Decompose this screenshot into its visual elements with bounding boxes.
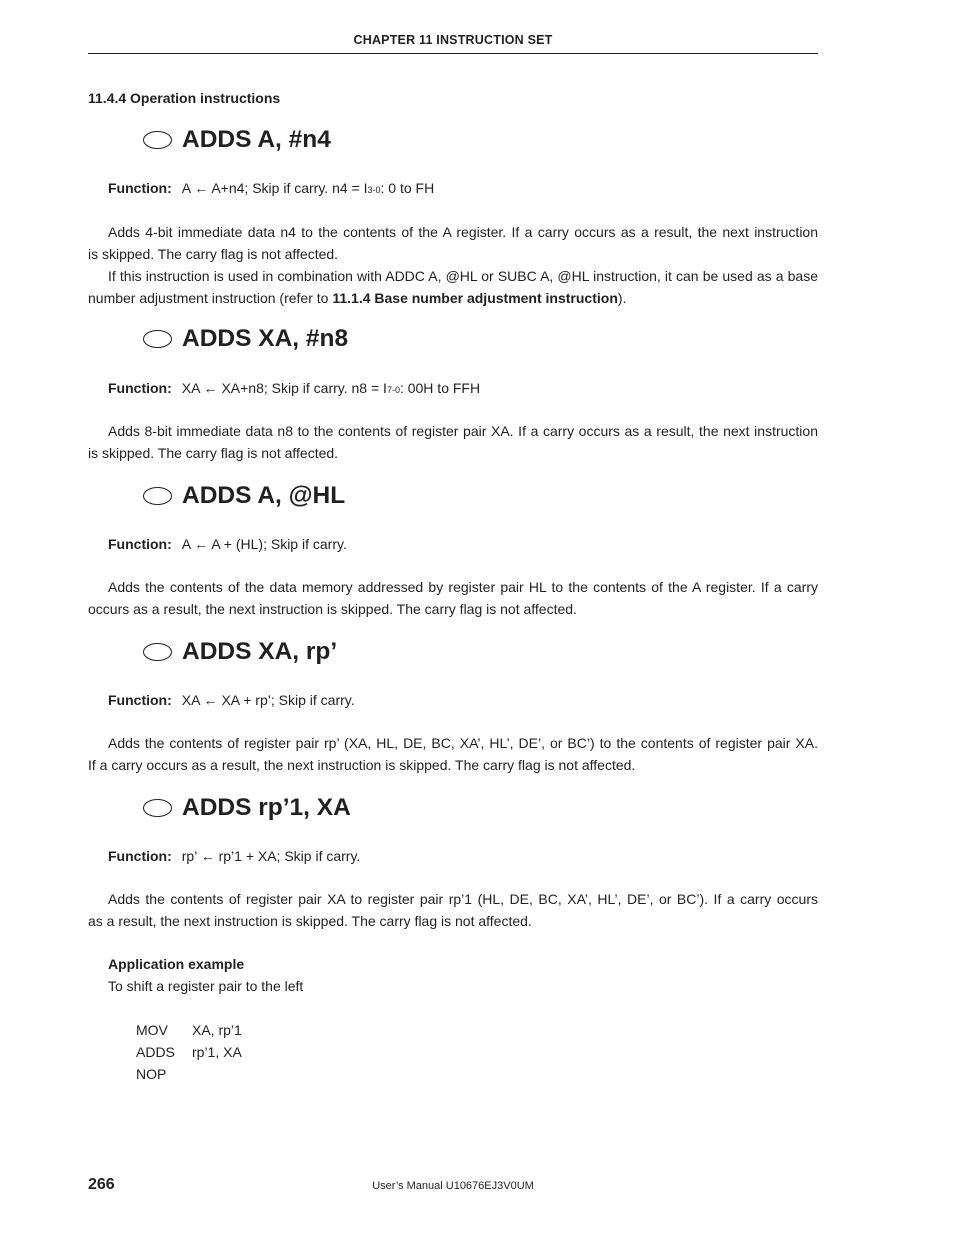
- text-line: as a result, the next instruction is skipped. The carry flag is not affected.: [88, 913, 532, 929]
- code-line: [136, 1066, 192, 1082]
- text-line: [88, 287, 818, 309]
- function-text: A ← A + (HL); Skip if carry.: [181, 536, 347, 552]
- code-mnemonic: MOV: [136, 1022, 168, 1038]
- code-operands: XA, rp’1: [192, 1022, 242, 1038]
- code-mnemonic: NOP: [136, 1066, 167, 1082]
- function-label: Function:: [108, 536, 172, 552]
- instruction-heading-adds-xa-rp: [143, 636, 337, 668]
- function-label: Function:: [108, 848, 172, 864]
- text-line: Adds the contents of register pair rp’ (XA, HL, DE, BC, XA’, HL’, DE’, or BC’) to the contents of register pair XA.: [108, 735, 818, 751]
- oval-bullet-icon: [143, 131, 172, 149]
- code-line: [136, 1044, 242, 1060]
- function-range: : 00H to FFH: [399, 380, 481, 396]
- function-line: [108, 692, 355, 708]
- instruction-heading-adds-a-hl: [143, 480, 345, 512]
- text-line: If a carry occurs as a result, the next instruction is skipped. The carry flag is not affected.: [88, 757, 636, 773]
- instruction-title: ADDS XA, #n8: [182, 325, 349, 352]
- text-line: Adds the contents of the data memory addressed by register pair HL to the contents of the A register. If a carry: [108, 579, 818, 595]
- text-line: occurs as a result, the next instruction is skipped. The carry flag is not affected.: [88, 601, 577, 617]
- instruction-title: ADDS A, #n4: [182, 126, 331, 153]
- description-paragraph: [88, 420, 818, 464]
- description-paragraph: [88, 732, 818, 776]
- function-label: Function:: [108, 380, 172, 396]
- function-subscript: 7-0: [386, 385, 400, 395]
- oval-bullet-icon: [143, 643, 172, 661]
- oval-bullet-icon: [143, 487, 172, 505]
- description-paragraph: [88, 576, 818, 620]
- oval-bullet-icon: [143, 799, 172, 817]
- instruction-title: ADDS A, @HL: [182, 482, 346, 509]
- application-example-heading: Application example: [108, 956, 245, 972]
- footer-manual-id: User’s Manual U10676EJ3V0UM: [372, 1180, 534, 1192]
- text-line: Adds 4-bit immediate data n4 to the contents of the A register. If a carry occurs as a result, the next instruction: [108, 224, 818, 240]
- instruction-heading-adds-rp1-xa: [143, 792, 351, 824]
- instruction-title: ADDS XA, rp’: [182, 638, 338, 665]
- instruction-heading-adds-xa-n8: [143, 323, 348, 355]
- text-fragment: number adjustment instruction (refer to: [88, 290, 333, 306]
- function-text: XA ← XA + rp’; Skip if carry.: [181, 692, 355, 708]
- function-range: : 0 to FH: [380, 180, 435, 196]
- description-paragraph: [88, 221, 818, 309]
- function-label: Function:: [108, 180, 172, 196]
- function-text: rp’ ← rp’1 + XA; Skip if carry.: [181, 848, 361, 864]
- application-example-description: To shift a register pair to the left: [108, 978, 304, 994]
- instruction-heading-adds-a-n4: [143, 124, 331, 156]
- code-mnemonic: ADDS: [136, 1044, 175, 1060]
- section-title: 11.4.4 Operation instructions: [88, 90, 281, 106]
- text-line: is skipped. The carry flag is not affected.: [88, 445, 339, 461]
- oval-bullet-icon: [143, 330, 172, 348]
- description-paragraph: [88, 888, 818, 932]
- text-line: Adds the contents of register pair XA to register pair rp’1 (HL, DE, BC, XA’, HL’, DE’, or BC’). If a carry occurs: [108, 891, 818, 907]
- function-text: XA ← XA+n8; Skip if carry. n8 = I: [181, 380, 387, 396]
- code-line: [136, 1022, 242, 1038]
- function-subscript: 3-0: [367, 185, 381, 195]
- header-rule: [88, 53, 818, 54]
- page-number: 266: [88, 1176, 115, 1193]
- text-line: If this instruction is used in combination with ADDC A, @HL or SUBC A, @HL instruction, it can be used as a base: [108, 268, 818, 284]
- function-line: [108, 848, 360, 864]
- cross-reference: 11.1.4 Base number adjustment instruction: [332, 290, 618, 306]
- text-fragment: ).: [617, 290, 627, 306]
- text-line: Adds 8-bit immediate data n8 to the contents of register pair XA. If a carry occurs as a result, the next instruction: [108, 423, 818, 439]
- function-line: [108, 380, 480, 396]
- function-line: [108, 536, 347, 552]
- function-text: A ← A+n4; Skip if carry. n4 = I: [181, 180, 368, 196]
- function-line: [108, 180, 434, 196]
- chapter-header: CHAPTER 11 INSTRUCTION SET: [353, 33, 553, 47]
- function-label: Function:: [108, 692, 172, 708]
- instruction-title: ADDS rp’1, XA: [182, 794, 351, 821]
- code-operands: rp’1, XA: [192, 1044, 242, 1060]
- text-line: is skipped. The carry flag is not affected.: [88, 246, 339, 262]
